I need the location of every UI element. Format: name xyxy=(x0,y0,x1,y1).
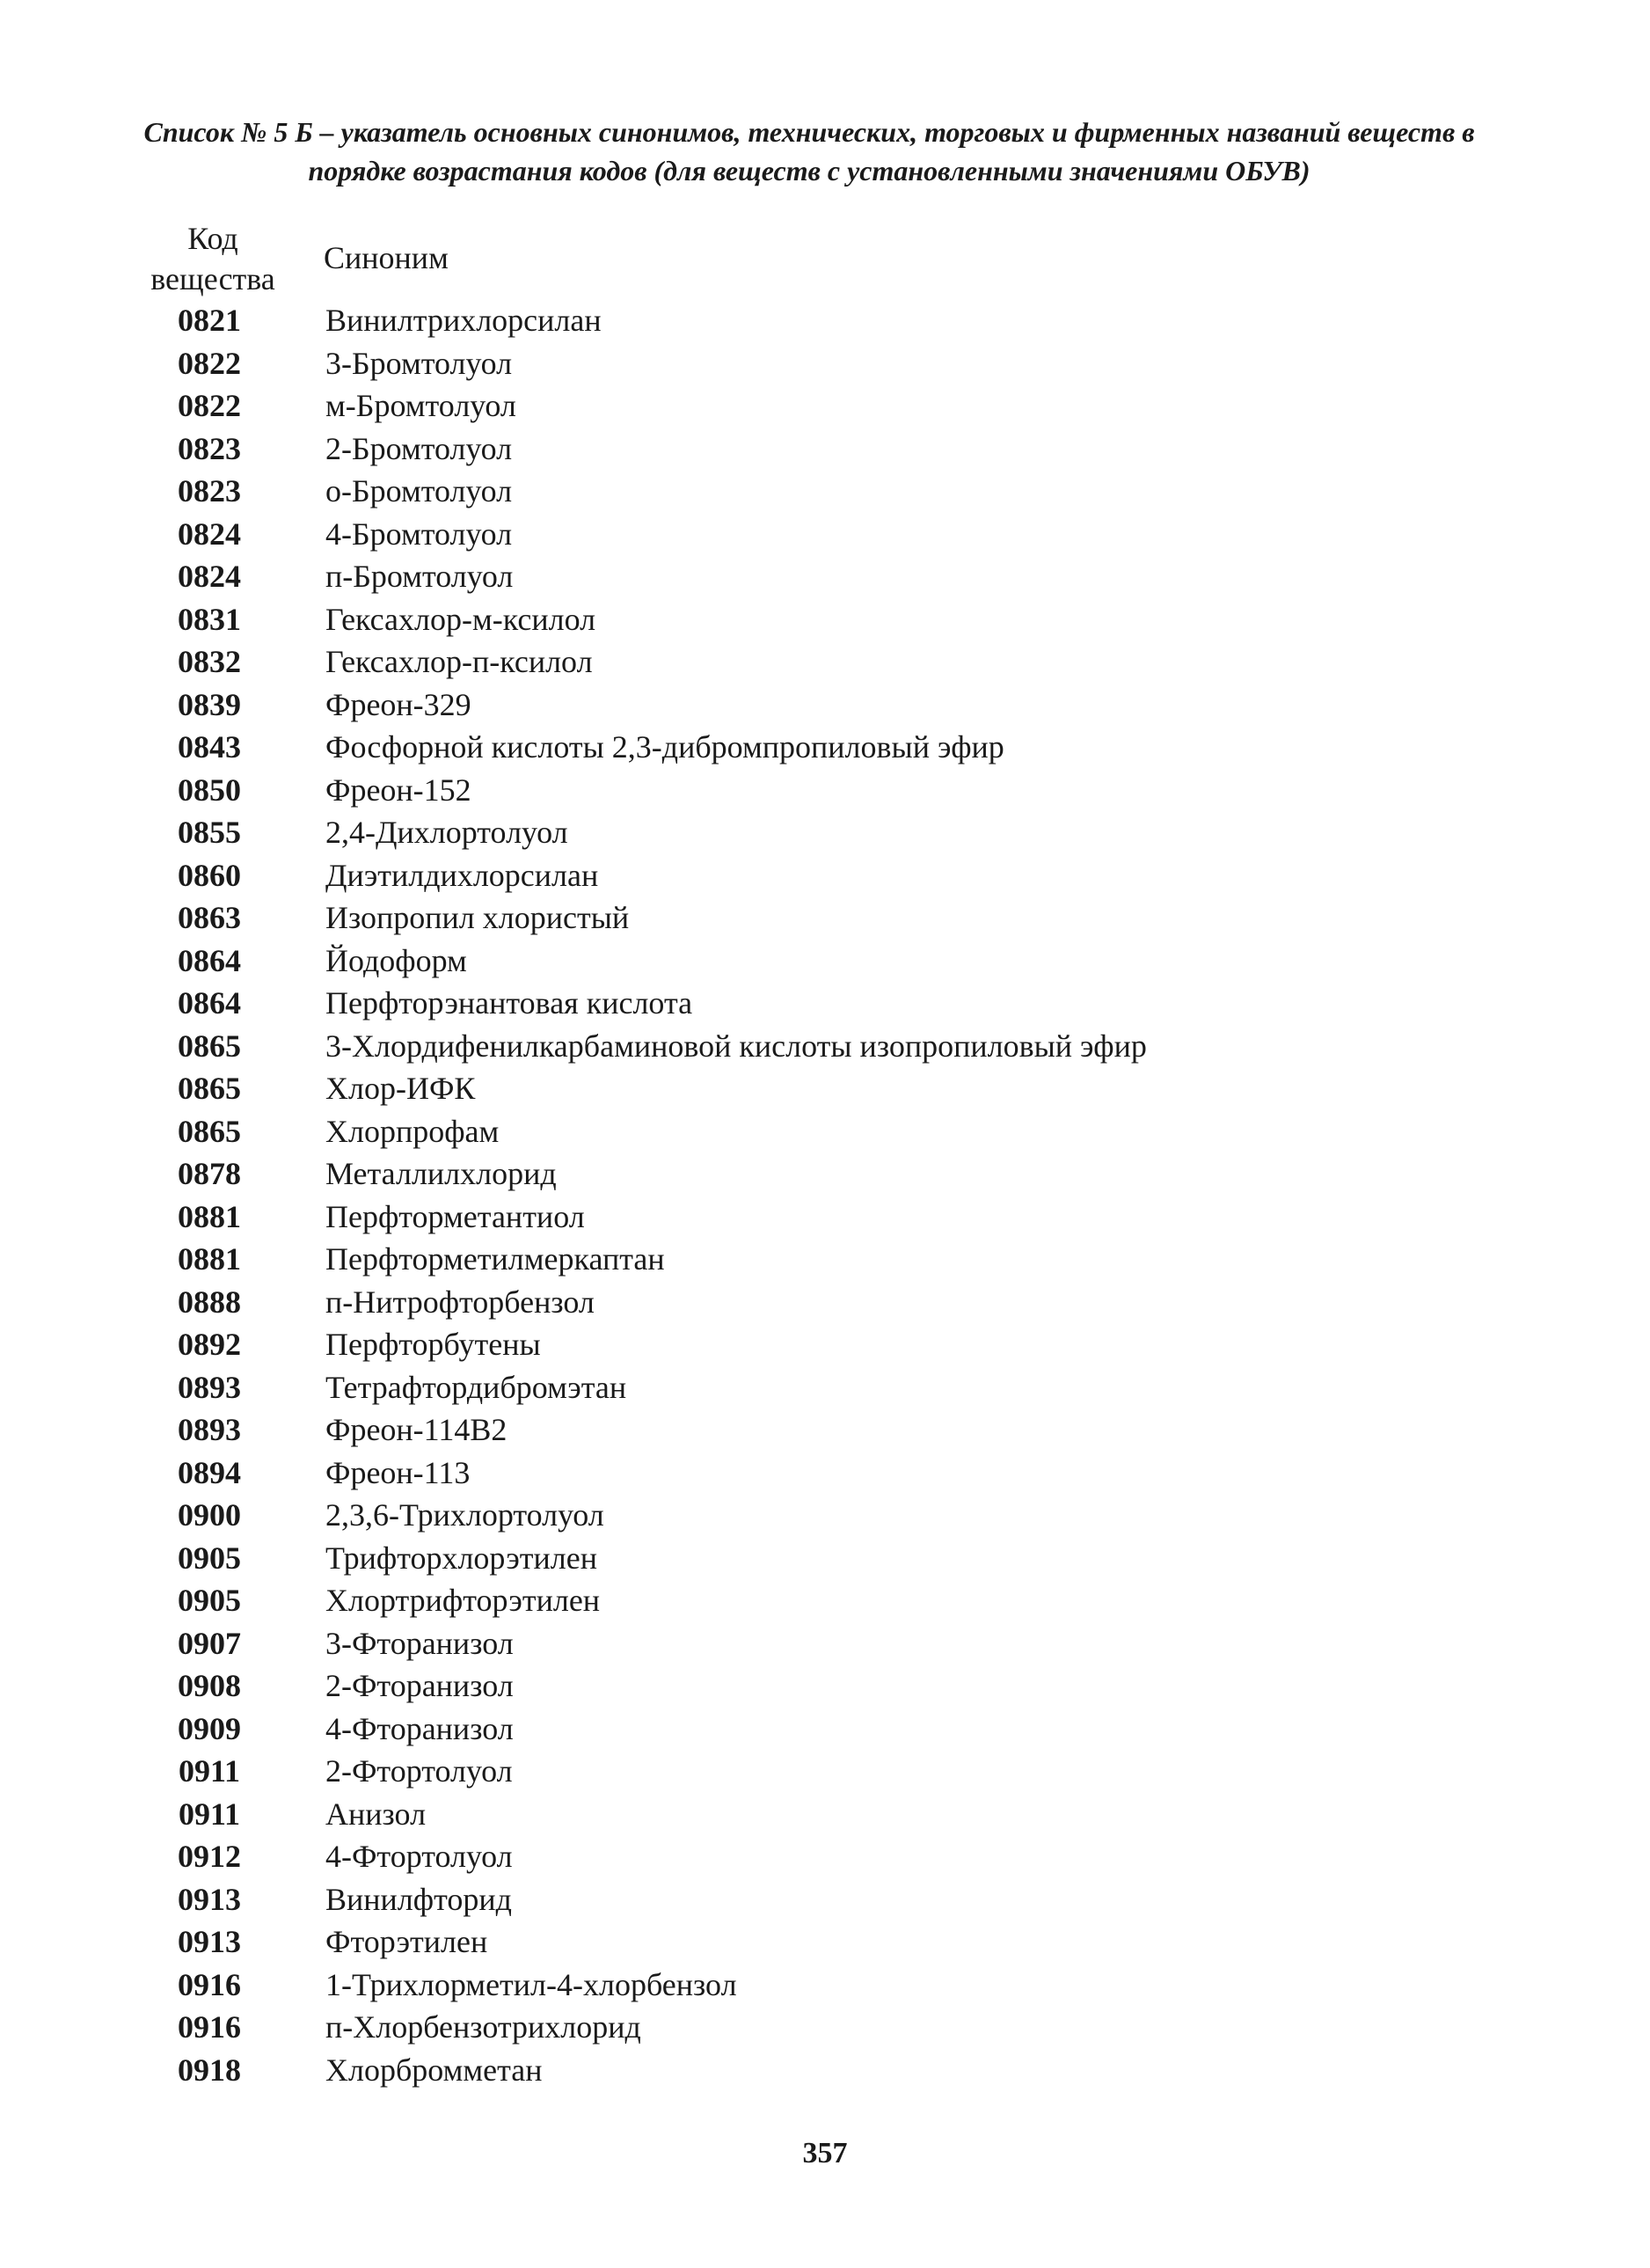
synonym-name: 2,4-Дихлортолуол xyxy=(325,815,568,850)
synonym-name: Хлорбромметан xyxy=(325,2052,543,2088)
synonym-name: 3-Бромтолуол xyxy=(325,346,513,381)
table-row xyxy=(0,1110,1650,1152)
table-row xyxy=(0,940,1650,982)
synonym-name: 2-Фторанизол xyxy=(325,1668,514,1703)
table-row xyxy=(0,1196,1650,1238)
synonym-name: п-Бромтолуол xyxy=(325,559,514,594)
synonym-name: 3-Хлордифенилкарбаминовой кислоты изопропиловый эфир xyxy=(325,1028,1147,1064)
synonym-name: Хлорпрофам xyxy=(325,1114,500,1149)
table-row xyxy=(0,2006,1650,2048)
substance-code: 0832 xyxy=(178,644,241,679)
synonym-name: Перфторметилмеркаптан xyxy=(325,1241,665,1277)
substance-code: 0918 xyxy=(178,2052,241,2088)
substance-code: 0865 xyxy=(178,1071,241,1106)
table-row xyxy=(0,1025,1650,1067)
table-row xyxy=(0,1920,1650,1963)
substance-code: 0913 xyxy=(178,1924,241,1959)
synonym-name: Металлилхлорид xyxy=(325,1156,557,1191)
synonym-name: Винилтрихлорсилан xyxy=(325,303,602,338)
synonym-name: Перфторбутены xyxy=(325,1327,541,1362)
synonym-name: Йодоформ xyxy=(325,943,467,978)
synonym-name: 2-Фтортолуол xyxy=(325,1753,513,1789)
synonym-name: Фосфорной кислоты 2,3-дибромпропиловый эфир xyxy=(325,729,1004,765)
column-header-synonym: Синоним xyxy=(324,240,449,275)
synonym-name: Винилфторид xyxy=(325,1882,512,1917)
table-row xyxy=(0,1494,1650,1536)
table-row xyxy=(0,640,1650,683)
synonym-name: о-Бромтолуол xyxy=(325,473,513,508)
substance-code: 0911 xyxy=(178,1796,240,1832)
heading-line-1: Список № 5 Б – указатель основных синонимов, технических, торговых и фирменных названий веществ в xyxy=(143,116,1475,148)
substance-code: 0824 xyxy=(178,516,241,552)
substance-code: 0912 xyxy=(178,1839,241,1874)
column-header-code-line-1: Код xyxy=(187,221,238,256)
substance-code: 0821 xyxy=(178,303,241,338)
table-row xyxy=(0,598,1650,640)
substance-code: 0911 xyxy=(178,1753,240,1789)
substance-code: 0905 xyxy=(178,1540,241,1576)
substance-code: 0878 xyxy=(178,1156,241,1191)
table-row xyxy=(0,1664,1650,1707)
table-row xyxy=(0,1408,1650,1451)
table-row xyxy=(0,1152,1650,1195)
substance-code: 0823 xyxy=(178,473,241,508)
table-row xyxy=(0,1281,1650,1323)
table-row xyxy=(0,2049,1650,2091)
table-row xyxy=(0,811,1650,853)
synonym-name: Хлортрифторэтилен xyxy=(325,1583,601,1618)
table-row xyxy=(0,1708,1650,1750)
table-row xyxy=(0,982,1650,1024)
synonym-name: Перфторметантиол xyxy=(325,1199,585,1234)
synonym-name: п-Нитрофторбензол xyxy=(325,1284,595,1320)
table-row xyxy=(0,299,1650,341)
synonym-name: Перфторэнантовая кислота xyxy=(325,985,693,1021)
synonym-name: Тетрафтордибромэтан xyxy=(325,1370,627,1405)
synonym-name: м-Бромтолуол xyxy=(325,388,516,423)
substance-code: 0850 xyxy=(178,772,241,808)
substance-code: 0909 xyxy=(178,1711,241,1746)
table-row xyxy=(0,1067,1650,1109)
table-row xyxy=(0,769,1650,811)
synonym-name: 2,3,6-Трихлортолуол xyxy=(325,1497,604,1533)
table-row xyxy=(0,342,1650,384)
substance-code: 0908 xyxy=(178,1668,241,1703)
table-row xyxy=(0,1238,1650,1280)
substance-code: 0916 xyxy=(178,1967,241,2002)
substance-code: 0881 xyxy=(178,1199,241,1234)
synonym-name: Фреон-114В2 xyxy=(325,1412,507,1447)
synonym-name: 3-Фторанизол xyxy=(325,1626,514,1661)
column-header-code xyxy=(142,218,283,299)
table-row xyxy=(0,726,1650,768)
table-row xyxy=(0,513,1650,555)
synonym-name: Гексахлор-п-ксилол xyxy=(325,644,593,679)
synonym-name: Анизол xyxy=(325,1796,427,1832)
table-row xyxy=(0,1964,1650,2006)
table-row xyxy=(0,1452,1650,1494)
column-header-code-line-2: вещества xyxy=(150,261,275,296)
substance-code: 0864 xyxy=(178,943,241,978)
substance-code: 0863 xyxy=(178,900,241,935)
substance-code: 0905 xyxy=(178,1583,241,1618)
list-heading xyxy=(106,113,1513,190)
synonym-name: Диэтилдихлорсилан xyxy=(325,858,599,893)
synonym-name: Гексахлор-м-ксилол xyxy=(325,602,596,637)
synonym-name: Фреон-113 xyxy=(325,1455,471,1490)
substance-code: 0881 xyxy=(178,1241,241,1277)
table-row xyxy=(0,1537,1650,1579)
table-row xyxy=(0,1579,1650,1621)
table-row xyxy=(0,1750,1650,1792)
synonym-name: 4-Бромтолуол xyxy=(325,516,513,552)
substance-code: 0916 xyxy=(178,2009,241,2045)
synonym-name: Изопропил хлористый xyxy=(325,900,630,935)
synonym-name: 1-Трихлорметил-4-хлорбензол xyxy=(325,1967,737,2002)
substance-code: 0893 xyxy=(178,1370,241,1405)
table-row xyxy=(0,896,1650,939)
table-row xyxy=(0,1366,1650,1408)
substance-code: 0839 xyxy=(178,687,241,722)
substance-code: 0855 xyxy=(178,815,241,850)
table-row xyxy=(0,854,1650,896)
substance-code: 0823 xyxy=(178,431,241,466)
page-number: 357 xyxy=(802,2137,848,2169)
synonym-name: Трифторхлорэтилен xyxy=(325,1540,597,1576)
substance-code: 0900 xyxy=(178,1497,241,1533)
table-row xyxy=(0,1835,1650,1877)
table-row xyxy=(0,1878,1650,1920)
table-row xyxy=(0,384,1650,427)
synonym-name: 4-Фтортолуол xyxy=(325,1839,513,1874)
substance-code: 0907 xyxy=(178,1626,241,1661)
synonym-name: Фреон-152 xyxy=(325,772,471,808)
synonym-name: 4-Фторанизол xyxy=(325,1711,514,1746)
table-row xyxy=(0,470,1650,512)
synonym-name: 2-Бромтолуол xyxy=(325,431,513,466)
substance-code: 0913 xyxy=(178,1882,241,1917)
synonym-name: п-Хлорбензотрихлорид xyxy=(325,2009,641,2045)
synonym-name: Хлор-ИФК xyxy=(325,1071,476,1106)
synonym-name: Фреон-329 xyxy=(325,687,471,722)
substance-code: 0865 xyxy=(178,1114,241,1149)
table-row xyxy=(0,1622,1650,1664)
substance-code: 0843 xyxy=(178,729,241,765)
substance-code: 0822 xyxy=(178,346,241,381)
substance-code: 0864 xyxy=(178,985,241,1021)
substance-code: 0822 xyxy=(178,388,241,423)
substance-code: 0824 xyxy=(178,559,241,594)
heading-line-2: порядке возрастания кодов (для веществ с установленными значениями ОБУВ) xyxy=(308,155,1311,187)
synonym-name: Фторэтилен xyxy=(325,1924,488,1959)
substance-code: 0865 xyxy=(178,1028,241,1064)
table-row xyxy=(0,1793,1650,1835)
substance-code: 0893 xyxy=(178,1412,241,1447)
substance-code: 0831 xyxy=(178,602,241,637)
table-row xyxy=(0,1323,1650,1365)
table-row xyxy=(0,555,1650,597)
substance-code: 0892 xyxy=(178,1327,241,1362)
substance-code: 0894 xyxy=(178,1455,241,1490)
substance-code: 0888 xyxy=(178,1284,241,1320)
table-row xyxy=(0,428,1650,470)
table-row xyxy=(0,684,1650,726)
substance-code: 0860 xyxy=(178,858,241,893)
